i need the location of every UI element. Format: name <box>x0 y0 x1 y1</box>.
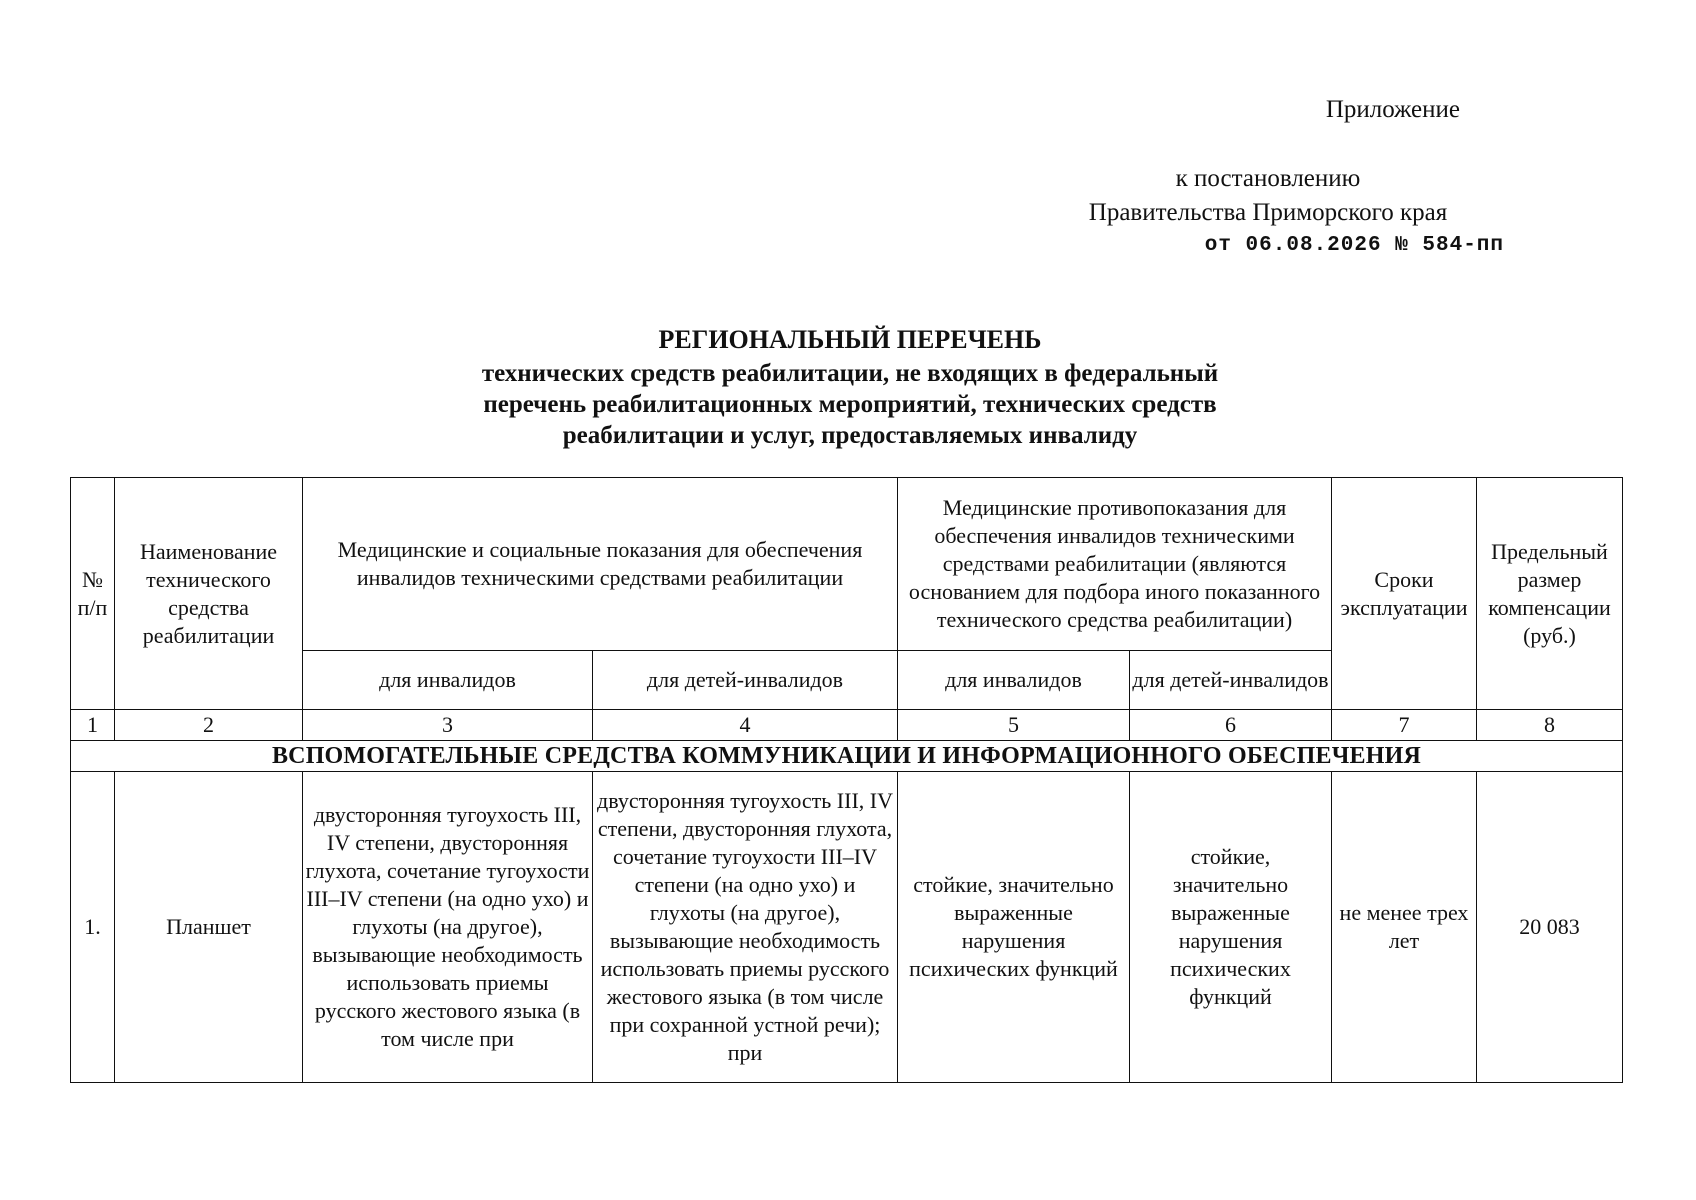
header-terms: Сроки эксплуатации <box>1332 478 1477 710</box>
column-number: 3 <box>303 710 593 741</box>
row-limit: 20 083 <box>1477 772 1623 1083</box>
header-contraindications: Медицинские противопоказания для обеспечения инвалидов техническими средствами реабилитации (являются основанием для подбора иного показанного технического средства реабилитации) <box>898 478 1332 651</box>
column-number: 5 <box>898 710 1130 741</box>
subheader-ind-children: для детей-инвалидов <box>593 651 898 710</box>
header-row <box>71 478 1623 651</box>
document-title <box>280 322 1420 451</box>
subheader-contra-adults: для инвалидов <box>898 651 1130 710</box>
subheader-ind-adults: для инвалидов <box>303 651 593 710</box>
table-row <box>71 772 1623 1083</box>
row-ind-children: двусторонняя тугоухость III, IV степени, двусторонняя глухота, сочетание тугоухости III–IV степени (на одно ухо) и глухоты (на другое), вызывающие необходимость использовать приемы русского жестового языка (в том числе при сохранной устной речи); при <box>593 772 898 1083</box>
row-contra-adults: стойкие, значительно выраженные нарушения психических функций <box>898 772 1130 1083</box>
row-ind-adults: двусторонняя тугоухость III, IV степени, двусторонняя глухота, сочетание тугоухости III–IV степени (на одно ухо) и глухоты (на другое), вызывающие необходимость использовать приемы русского жестового языка (в том числе при <box>303 772 593 1083</box>
government-text: Правительства Приморского края <box>1088 199 1448 226</box>
column-number: 4 <box>593 710 898 741</box>
title-line-1: технических средств реабилитации, не входящих в федеральный <box>481 360 1219 387</box>
title-line-3: реабилитации и услуг, предоставляемых инвалиду <box>562 422 1138 449</box>
rehab-means-table <box>70 477 1623 1083</box>
column-number: 8 <box>1477 710 1623 741</box>
header-limit: Предельный размер компенсации (руб.) <box>1477 478 1623 710</box>
column-number: 7 <box>1332 710 1477 741</box>
header-num: № п/п <box>71 478 115 710</box>
header-name: Наименование технического средства реабилитации <box>115 478 303 710</box>
row-num: 1. <box>71 772 115 1083</box>
column-numbers-row <box>71 710 1623 741</box>
header-indications: Медицинские и социальные показания для обеспечения инвалидов техническими средствами реабилитации <box>303 478 898 651</box>
subheader-contra-children: для детей-инвалидов <box>1130 651 1332 710</box>
section-row <box>71 741 1623 772</box>
column-number: 1 <box>71 710 115 741</box>
column-number: 6 <box>1130 710 1332 741</box>
column-number: 2 <box>115 710 303 741</box>
title-line-2: перечень реабилитационных мероприятий, технических средств <box>483 391 1217 418</box>
annex-label: Приложение <box>1325 96 1460 123</box>
row-contra-children: стойкие, значительно выраженные нарушения психических функций <box>1130 772 1332 1083</box>
row-name: Планшет <box>115 772 303 1083</box>
title-main: РЕГИОНАЛЬНЫЙ ПЕРЕЧЕНЬ <box>658 325 1042 354</box>
section-title: ВСПОМОГАТЕЛЬНЫЕ СРЕДСТВА КОММУНИКАЦИИ И ИНФОРМАЦИОННОГО ОБЕСПЕЧЕНИЯ <box>71 741 1623 772</box>
to-decree-text: к постановлению <box>1175 165 1361 192</box>
row-terms: не менее трех лет <box>1332 772 1477 1083</box>
decree-number: от 06.08.2026 № 584-пп <box>1204 234 1504 257</box>
decree-reference <box>1018 162 1518 230</box>
